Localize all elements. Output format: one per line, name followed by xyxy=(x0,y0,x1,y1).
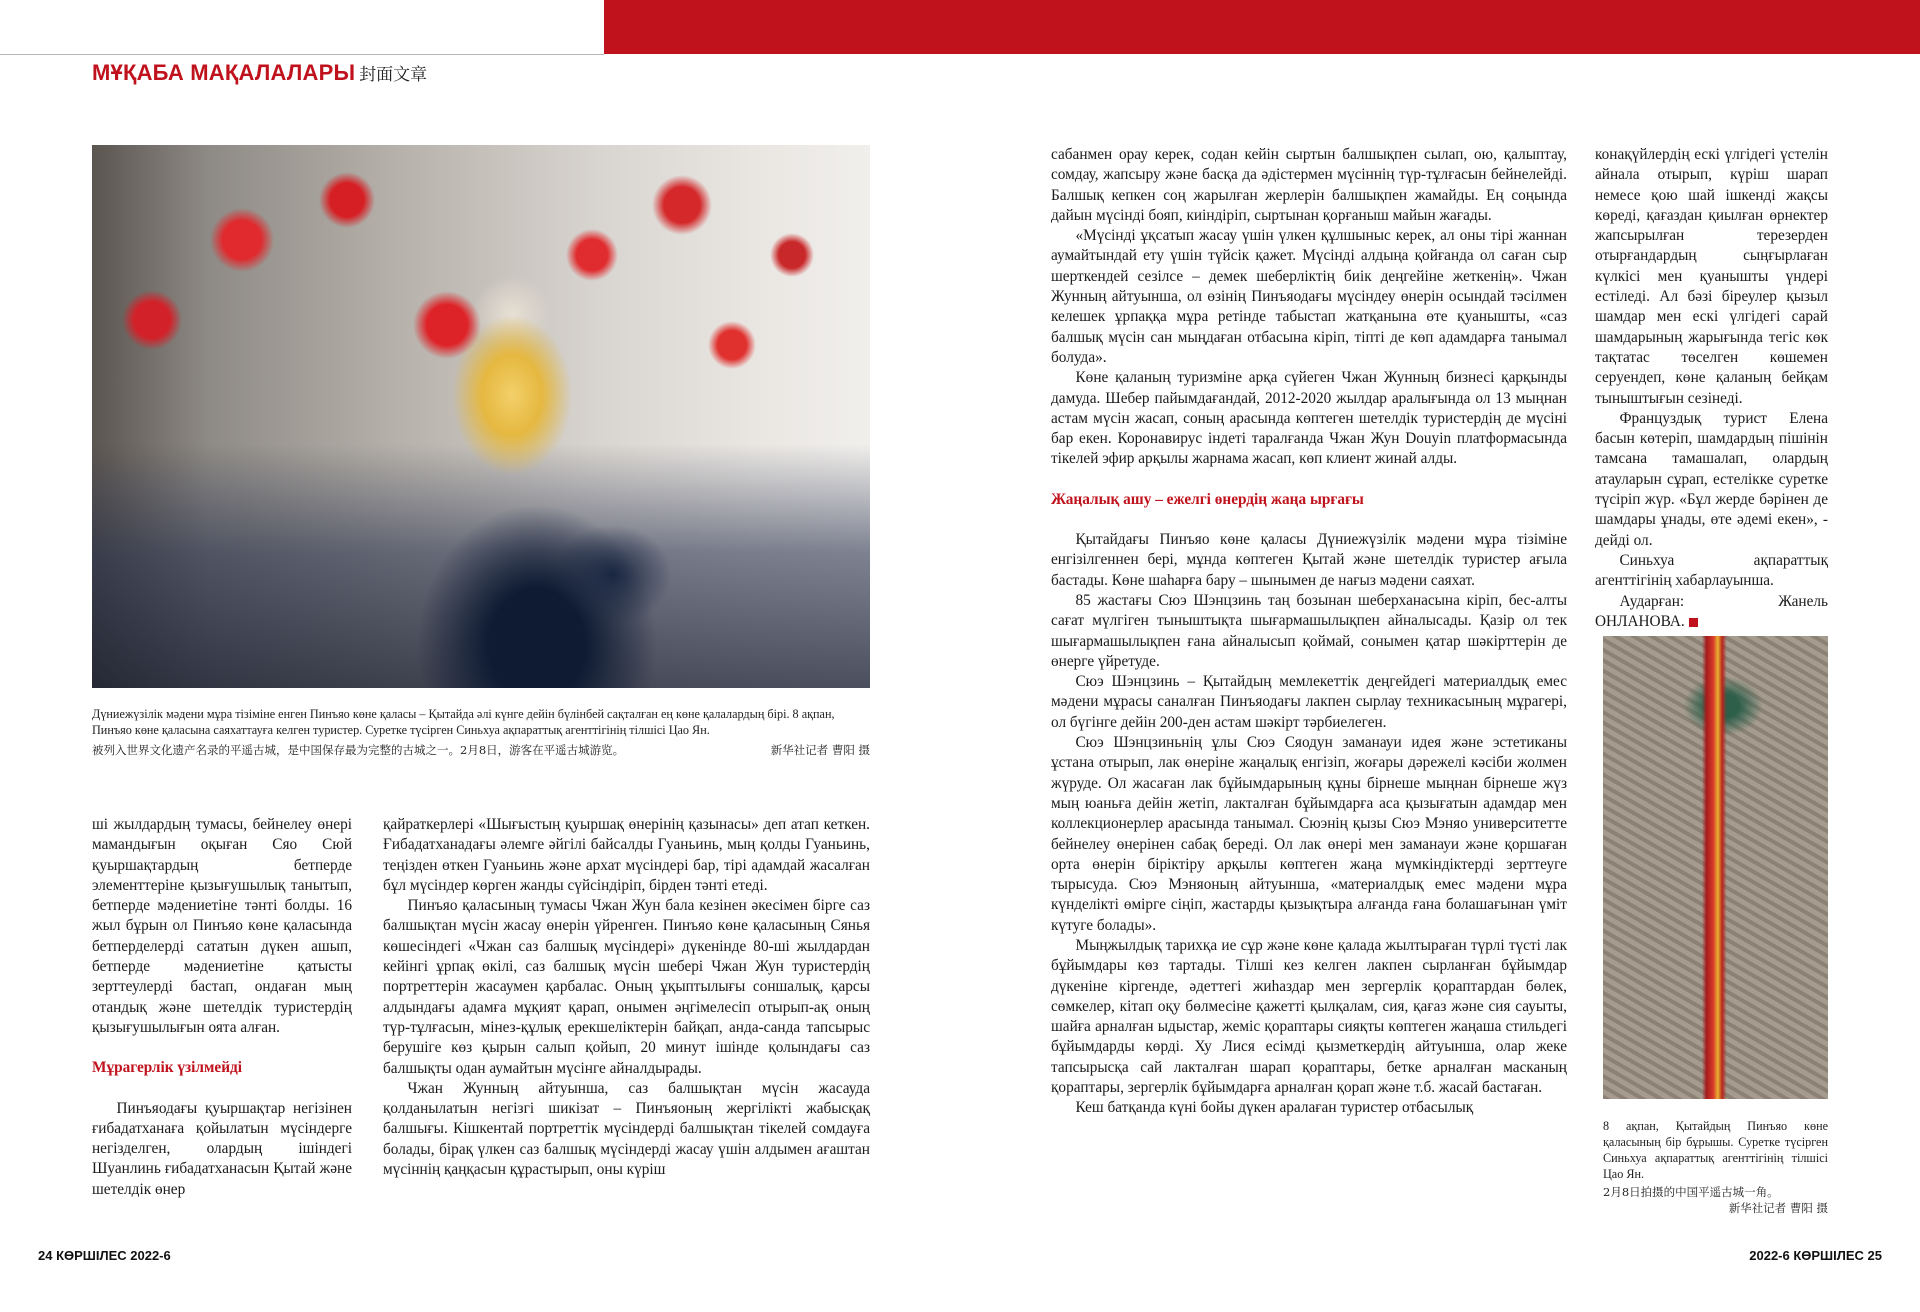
folio-left: 24 КӨРШІЛЕС 2022-6 xyxy=(38,1248,171,1263)
col1-paragraph: ші жылдардың тумасы, бейнелеу өнері мамандығын оқыған Сяо Сюй қуыршақтардың бетперде элементтеріне қызығушылық танытып, бетперде мәдениетіне тәнті болды. 16 жыл бұрын ол Пинъяо көне қаласында бетперделерді сататын дүкен ашып, бетперде мәдениетіне қатысты зерттеулерді бастап, ондаған мың отандық және шетелдік туристердің қызығушылығын оята алған. xyxy=(92,816,352,1036)
col3-paragraph: 85 жастағы Сюэ Шэнцзинь таң бозынан шеберханасына кіріп, бес-алты сағат мүлгіген тыныштықта шығармашылықпен айналысады. Қазір ол тек шығармашылықпен ғана айналысып қоймай, сонымен қатар шәкірттерін де өнерге үйретуде. xyxy=(1051,591,1567,670)
col4-translator xyxy=(1595,592,1828,633)
col3-paragraph: «Мүсінді ұқсатып жасау үшін үлкен құлшыныс керек, ал оны тірі жаннан аумайтындай ету үшін түйсік қажет. Мүсінді алдыңа қойғанда ол саған сыр шерткендей сезілсе – демек шеберліктің биік деңгейіне жеткенің». Чжан Жунның айтуынша, ол өзінің Пинъяодағы мүсіндеу өнерін осындай тәсілмен келешек ұрпаққа мұра ретінде табыстап жатқанына өте қуанышты, «саз балшық мүсін сан мыңдаған отбасына кіріп, тіпті де көп адамдарға танымал болуда». xyxy=(1051,227,1567,366)
main-photo-caption-cn: 被列入世界文化遗产名录的平遥古城，是中国保存最为完整的古城之一。2月8日，游客在平遥古城游览。 xyxy=(92,743,625,757)
top-red-bar xyxy=(604,0,1920,54)
col3-subhead: Жаңалық ашу – ежелгі өнердің жаңа ырғағы xyxy=(1051,490,1364,508)
main-photo-caption-kz: Дүниежүзілік мәдени мұра тізіміне енген Пинъяо көне қаласы – Қытайда әлі күнге дейін бүлінбей сақталған ең көне қалалардың бірі. 8 ақпан, Пинъяо көне қаласына саяхаттауға келген туристер. Суретке түсірген Синьхуа ақпараттық агенттігінің тілшісі Цао Ян. xyxy=(92,707,835,737)
main-photo-credit: 新华社记者 曹阳 摄 xyxy=(770,743,870,757)
section-title-kz: МҰҚАБА МАҚАЛАЛАРЫ xyxy=(92,60,356,85)
col4-paragraph: Синьхуа ақпараттық агенттігінің хабарлауынша. xyxy=(1595,551,1828,590)
col2-paragraph: Чжан Жунның айтуынша, саз балшықтан мүсін жасауда қолданылатын негізгі шикізат – Пинъяоның жергілікті жабысқақ балшығы. Кішкентай портреттік мүсіндерді балшықтан тікелей сомдауға болады, бірақ үлкен саз балшық мүсіндерді жасау үшін алдымен ағаштан мүсіннің қаңқасын құрастырып, оны күріш xyxy=(383,1079,870,1179)
section-header xyxy=(92,60,427,90)
end-mark-icon xyxy=(1689,618,1698,627)
col4-paragraph: конақүйлердің ескі үлгідегі үстелін айнала отырып, күріш шарап немесе қою шай ішкенді жақсы көреді, қағаздан қиылған өрнектер жапсырылған терезерден отырғандардың сыңғырлаған күлкісі мен қуанышты үндері естіледі. Ал бәзі біреулер қызыл шамдар мен ескі үлгідегі сарай шамдарының жарығында тегіс көк тақтатас төселген көшемен серуендеп, көне қаланың бейқам тыныштығын сезінеді. xyxy=(1595,146,1828,407)
side-photo-caption-cn: 2月8日拍摄的中国平遥古城一角。 xyxy=(1603,1185,1779,1199)
col3-paragraph: сабанмен орау керек, содан кейін сыртын балшықпен сылап, ою, қалыптау, сомдау, жапсыру және басқа да әдістермен мүсіннің түр-тұлғасын бейнелейді. Балшық кепкен соң жарылған жерлерін балшықпен жамайды. Ең соңында дайын мүсінді бояп, киіндіріп, сыртынан қорғаныш майын жағады. xyxy=(1051,146,1567,224)
translator-credit: Аударған: Жанель ОНЛАНОВА. xyxy=(1595,592,1828,630)
side-photo-caption-kz: 8 ақпан, Қытайдың Пинъяо көне қаласының бір бұрышы. Суретке түсірген Синьхуа ақпараттық агенттігінің тілшісі Цао Ян. xyxy=(1603,1119,1828,1181)
col3-paragraph: Сюэ Шэнцзиньнің ұлы Сюэ Сяодун заманауи идея және эстетиканы ұстана отырып, лак өнеріне жаңалық енгізіп, жоғары дәрежелі кәсіби жолмен жүруде. Ол жасаған лак бұйымдарының құны бірнеше мыңнан бірнеше жүз мың юаньға дейін жетіп, лакталған бұйымдарға аса қызығатын адамдар мен коллекционерлер арасында танымал. Сюэнің қызы Сюэ Мэняо университетте бейнелеу өнерінен сабақ береді. Ол лак өнері мен заманауи және қоршаған орта өнерін біріктіру арқылы көптеген жаңа мүмкіндіктерді зерттеуге тырысуда. Сюэ Мэняоның айтуынша, «материалдық емес мәдени мұра күнделікті өмірге сіңіп, жастарды қызықтыра алғанда ғана болашағынан үміт күтуге болады». xyxy=(1051,734,1567,934)
column-2 xyxy=(383,815,870,1180)
folio-right: 2022-6 КӨРШІЛЕС 25 xyxy=(1749,1248,1882,1263)
column-1 xyxy=(92,815,352,1200)
col3-paragraph: Сюэ Шэнцзинь – Қытайдың мемлекеттік деңгейдегі материалдық емес мәдени мұрасы саналған Пинъяодағы лакпен сырлау техникасының мұрагері, ол бүгінге дейін 200-ден астам шәкірт тәрбиелеген. xyxy=(1051,673,1567,731)
col3-paragraph: Көне қаланың туризміне арқа сүйеген Чжан Жунның бизнесі қарқынды дамуда. Шебер пайымдағандай, 2012-2020 жылдар аралығында ол 13 мыңнан астам мүсін жасап, соның арасында көптеген шетелдік туристердің де мүсіні бар екен. Коронавирус індеті таралғанда Чжан Жун Douyin платформасында тікелей эфир арқылы жарнама жасап, көп клиент жинай алды. xyxy=(1051,369,1567,468)
column-3 xyxy=(1051,145,1567,1119)
top-rule xyxy=(0,54,604,55)
side-photo-credit: 新华社记者 曹阳 摄 xyxy=(1728,1201,1828,1215)
section-title-cn: 封面文章 xyxy=(359,65,428,85)
side-photo xyxy=(1603,636,1828,1099)
col1-subhead: Мұрагерлік үзілмейді xyxy=(92,1059,243,1077)
col2-paragraph: Пинъяо қаласының тумасы Чжан Жун бала кезінен әкесімен бірге саз балшықтан мүсін жасау өнерін үйренген. Пинъяо көне қаласының Сянья көшесіндегі «Чжан саз балшық мүсіндері» дүкенінде 80-ші жылдардан кейінгі ұрпақ өкілі, саз балшық мүсін шебері Чжан Жун туристердің портреттерін жасаумен қарбалас. Оның ұқыптылығы соншалық, қарсы алдындағы адамға мұқият қарап, онымен әңгімелесіп отырып-ақ оның түр-тұлғасын, мінез-құлық ерекшеліктерін байқап, анда-санда тапсырыс берушіге көз қырын салып қойып, 20 минут ішінде қолындағы саз балшықты одан аумайтын мүсінге айналдырады. xyxy=(383,897,870,1077)
col3-paragraph: Мыңжылдық тарихқа ие сұр және көне қалада жылтыраған түрлі түсті лак бұйымдары көз тартады. Тілші кез келген лакпен сырланған бұйымдар дүкеніне кіргенде, әдеттегі жиһаздар мен зергерлік қораптардан бөлек, сөмкелер, кітап оқу бөлмесіне қажетті қылқалам, сия, қағаз және сия сауыты, шайға арналған ыдыстар, жеміс қораптары сияқты көптеген жаңаша стильдегі бұйымдарды көрді. Ху Лися есімді қызметкердің айтуынша, олар жеке тапсырысқа сай лакталған шарап қораптары, бетке арналған масканың қораптары, зергерлік бұйымдарға арналған қорап және т.б. жасай бастаған. xyxy=(1051,936,1567,1097)
main-photo xyxy=(92,145,870,688)
col1-paragraph: Пинъяодағы қуыршақтар негізінен ғибадатханаға қойылатын мүсіндерге негізделген, олардың ішіндегі Шуанлинь ғибадатханасын Қытай және шетелдік өнер xyxy=(92,1099,352,1198)
col2-paragraph: қайраткерлері «Шығыстың қуыршақ өнерінің қазынасы» деп атап кеткен. Ғибадатханадағы әлемге әйгілі байсалды Гуаньинь, мың қолды Гуаньинь, теңізден өткен Гуаньинь және архат мүсіндері бар, тірі адамдай жасалған бұл мүсіндер көрген жанды сүйсіндіріп, бірден тәнті етеді. xyxy=(383,816,870,894)
col3-paragraph: Кеш батқанда күні бойы дүкен аралаған туристер отбасылық xyxy=(1075,1099,1474,1117)
col4-paragraph: Француздық турист Елена басын көтеріп, шамдардың пішінін тамсана тамашалап, олардың атауларын сұрап, естелікке суретке түсіріп жүр. «Бұл жерде бәрінен де шамдары ұнады, өте әдемі екен», - дейді ол. xyxy=(1595,409,1828,549)
column-4 xyxy=(1595,145,1828,632)
col3-paragraph: Қытайдағы Пинъяо көне қаласы Дүниежүзілік мәдени мұра тізіміне енгізілгеннен бері, мұнда көптеген Қытай және шетелдік туристер ағыла бастады. Көне шаһарға бару – шынымен де нағыз мәдени саяхат. xyxy=(1051,531,1567,589)
